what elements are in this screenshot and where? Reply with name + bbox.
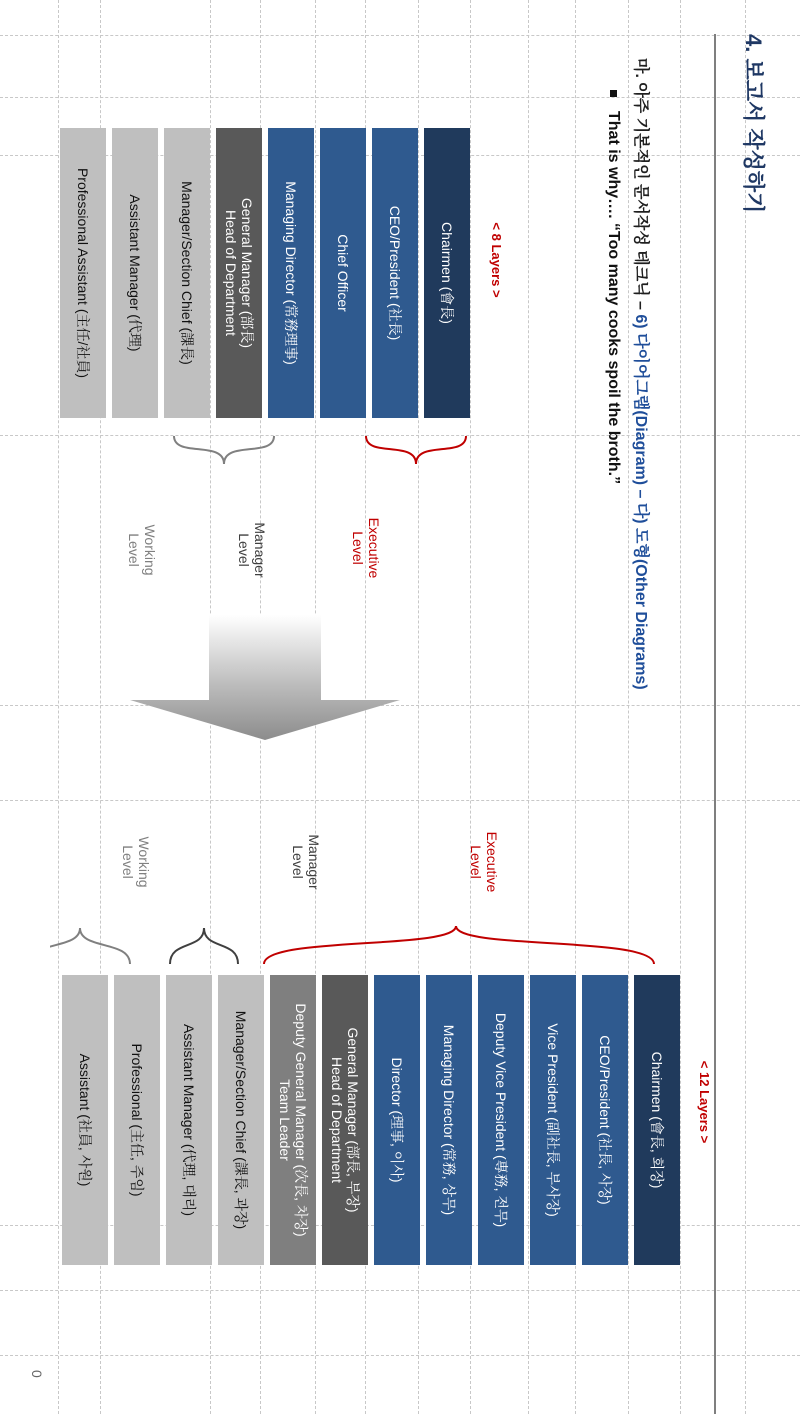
right-box-7-line1: General Manager (部長, 부장) xyxy=(345,1027,361,1213)
left-manager-line1: Manager xyxy=(252,522,268,578)
left-manager-level xyxy=(236,510,268,590)
right-executive-line1: Executive xyxy=(484,831,500,893)
bullet-point xyxy=(604,90,622,484)
right-box-3: Vice President (副社長, 부사장) xyxy=(530,975,576,1265)
left-working-brace xyxy=(174,436,274,464)
right-manager-level xyxy=(290,822,322,902)
subtitle-prefix: 마. 아주 기본적인 문서작성 테크닉 – xyxy=(632,58,649,315)
section-subtitle xyxy=(631,58,654,690)
right-working-level xyxy=(120,822,152,902)
right-box-8-line1: Deputy General Manager (次長, 차장) xyxy=(293,1003,309,1237)
left-working-line1: Working xyxy=(142,524,158,576)
subtitle-highlight: 6) 다이어그램(Diagram) – 다) 도형(Other Diagrams) xyxy=(632,314,649,690)
right-executive-brace xyxy=(264,926,654,964)
right-box-2: CEO/President (社長, 사장) xyxy=(582,975,628,1265)
right-box-8-line2: Team Leader xyxy=(277,1079,293,1161)
left-executive-line1: Executive xyxy=(366,517,382,579)
bullet-icon xyxy=(610,90,617,97)
left-executive-level xyxy=(350,508,382,588)
arrow-right-icon xyxy=(125,615,405,745)
left-working-level xyxy=(126,510,158,590)
left-working-line2: Level xyxy=(126,533,142,567)
left-executive-brace xyxy=(366,436,466,464)
title-divider xyxy=(714,34,716,1414)
right-box-1: Chairmen (會長, 회장) xyxy=(634,975,680,1265)
left-box-7: Assistant Manager (代理) xyxy=(112,128,158,418)
page-number: 0 xyxy=(29,1370,45,1378)
right-box-4: Deputy Vice President (專務, 전무) xyxy=(478,975,524,1265)
right-manager-line1: Manager xyxy=(306,834,322,890)
right-box-7 xyxy=(322,975,368,1265)
left-box-5-line2: Head of Department xyxy=(223,209,239,337)
page-title: 4. 보고서 작성하기 xyxy=(741,34,766,214)
right-executive-line2: Level xyxy=(468,845,484,879)
left-box-4: Managing Director (常務理事) xyxy=(268,128,314,418)
right-box-7-line2: Head of Department xyxy=(329,1056,345,1184)
bullet-text: That is why…. “Too many cooks spoil the broth.” xyxy=(605,111,622,485)
right-box-5: Managing Director (常務, 상무) xyxy=(426,975,472,1265)
right-box-12: Assistant (社員, 사원) xyxy=(62,975,108,1265)
right-box-9: Manager/Section Chief (課長, 과장) xyxy=(218,975,264,1265)
right-box-10: Assistant Manager (代理, 대리) xyxy=(166,975,212,1265)
right-layers-label: < 12 Layers > xyxy=(697,1060,712,1144)
left-box-1: Chairmen (會長) xyxy=(424,128,470,418)
right-working-line1: Working xyxy=(136,836,152,888)
right-executive-level xyxy=(468,822,500,902)
left-executive-line2: Level xyxy=(350,531,366,565)
left-box-8: Professional Assistant (主任/社員) xyxy=(60,128,106,418)
right-box-11: Professional (主任, 주임) xyxy=(114,975,160,1265)
right-manager-line2: Level xyxy=(290,845,306,879)
right-working-line2: Level xyxy=(120,845,136,879)
left-box-3: Chief Officer xyxy=(320,128,366,418)
left-layers-label: < 8 Layers > xyxy=(489,222,504,298)
right-working-brace xyxy=(50,928,130,964)
left-box-5 xyxy=(216,128,262,418)
left-braces xyxy=(50,430,480,520)
right-box-6: Director (理事, 이사) xyxy=(374,975,420,1265)
left-box-5-line1: General Manager (部長) xyxy=(239,197,255,349)
left-box-6: Manager/Section Chief (課長) xyxy=(164,128,210,418)
left-box-2: CEO/President (社長) xyxy=(372,128,418,418)
right-box-8 xyxy=(270,975,316,1265)
left-manager-line2: Level xyxy=(236,533,252,567)
right-manager-brace xyxy=(170,928,238,964)
